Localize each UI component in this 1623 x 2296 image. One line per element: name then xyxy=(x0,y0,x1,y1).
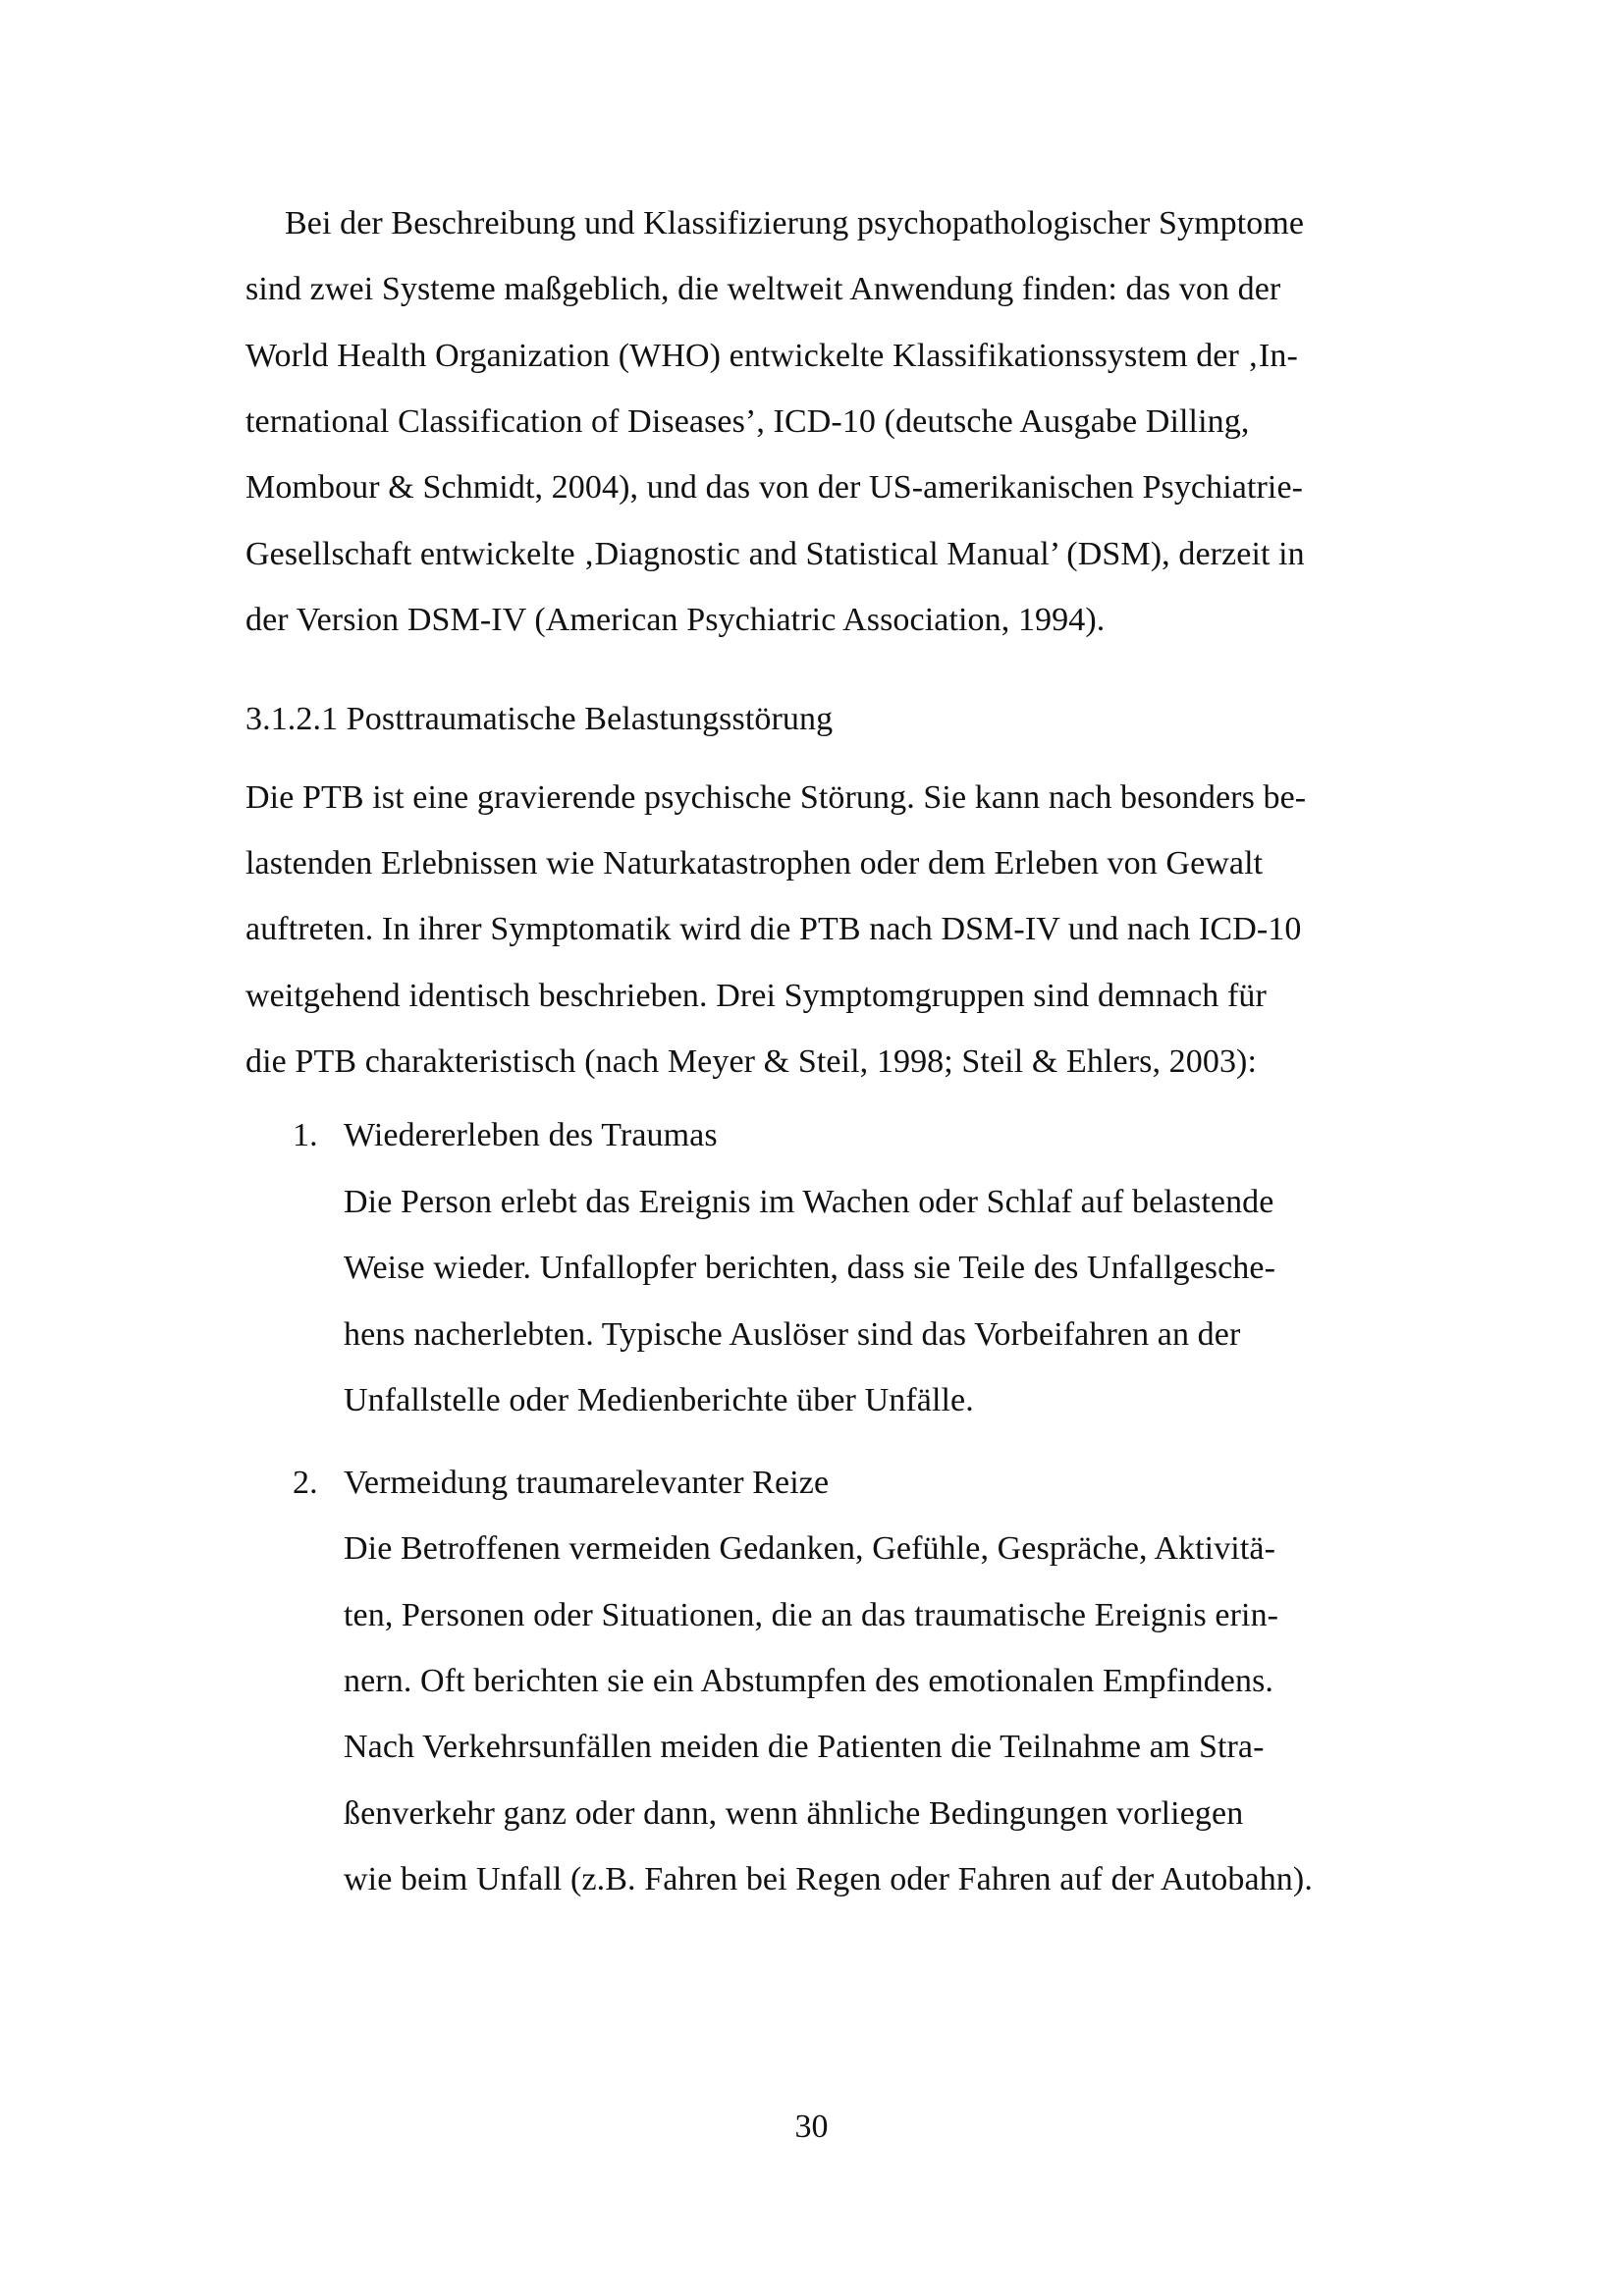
paragraph-2-line: die PTB charakteristisch (nach Meyer & Steil, 1998; Steil & Ehlers, 2003): xyxy=(245,1043,1258,1080)
paragraph-2-line: lastenden Erlebnissen wie Naturkatastrophen oder dem Erleben von Gewalt xyxy=(245,845,1264,881)
list-item-line: nern. Oft berichten sie ein Abstumpfen des emotionalen Empfindens. xyxy=(344,1663,1274,1699)
list-item-title: Wiedererleben des Traumas xyxy=(344,1117,718,1153)
list-item-title: Vermeidung traumarelevanter Reize xyxy=(344,1465,830,1501)
paragraph-1-line: sind zwei Systeme maßgeblich, die weltweit Anwendung finden: das von der xyxy=(245,271,1281,307)
paragraph-1-line: World Health Organization (WHO) entwickelte Klassifikationssystem der ‚In- xyxy=(245,338,1298,374)
paragraph-1-line: Gesellschaft entwickelte ‚Diagnostic and Statistical Manual’ (DSM), derzeit in xyxy=(245,536,1305,572)
list-item-line: Die Person erlebt das Ereignis im Wachen oder Schlaf auf belastende xyxy=(344,1184,1274,1220)
paragraph-2-line: auftreten. In ihrer Symptomatik wird die PTB nach DSM-IV und nach ICD-10 xyxy=(245,911,1302,947)
paragraph-1-line: Bei der Beschreibung und Klassifizierung psychopathologischer Symptome xyxy=(285,205,1305,241)
list-item-number: 1. xyxy=(293,1117,318,1153)
list-item-line: Weise wieder. Unfallopfer berichten, dass sie Teile des Unfallgesche- xyxy=(344,1250,1276,1286)
page-number: 30 xyxy=(794,2109,829,2145)
list-item-number: 2. xyxy=(293,1465,318,1501)
list-item-line: hens nacherlebten. Typische Auslöser sind das Vorbeifahren an der xyxy=(344,1316,1241,1353)
paragraph-1-line: Mombour & Schmidt, 2004), und das von der US-amerikanischen Psychiatrie- xyxy=(245,469,1304,506)
paragraph-2-line: weitgehend identisch beschrieben. Drei Symptomgruppen sind demnach für xyxy=(245,978,1267,1014)
paragraph-1-line: ternational Classification of Diseases’, ICD-10 (deutsche Ausgabe Dilling, xyxy=(245,403,1250,440)
list-item-line: Die Betroffenen vermeiden Gedanken, Gefühle, Gespräche, Aktivitä- xyxy=(344,1530,1276,1567)
paragraph-1-line: der Version DSM-IV (American Psychiatric Association, 1994). xyxy=(245,602,1106,638)
list-item-line: ten, Personen oder Situationen, die an das traumatische Ereignis erin- xyxy=(344,1597,1279,1633)
list-item-line: wie beim Unfall (z.B. Fahren bei Regen oder Fahren auf der Autobahn). xyxy=(344,1861,1313,1897)
list-item-line: ßenverkehr ganz oder dann, wenn ähnliche Bedingungen vorliegen xyxy=(344,1795,1244,1832)
list-item-line: Unfallstelle oder Medienberichte über Unfälle. xyxy=(344,1382,974,1418)
list-item-line: Nach Verkehrsunfällen meiden die Patienten die Teilnahme am Stra- xyxy=(344,1729,1265,1765)
section-heading: 3.1.2.1 Posttraumatische Belastungsstörung xyxy=(245,701,834,737)
paragraph-2-line: Die PTB ist eine gravierende psychische Störung. Sie kann nach besonders be- xyxy=(245,779,1307,816)
